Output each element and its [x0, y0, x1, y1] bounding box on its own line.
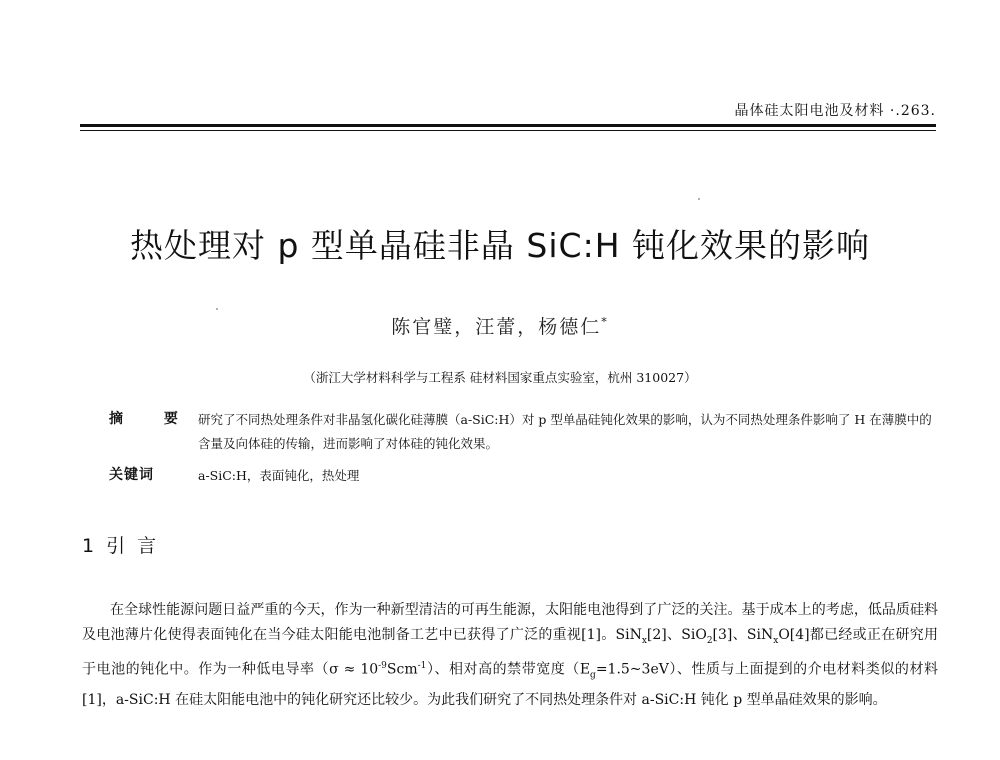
author-list — [0, 312, 1000, 339]
formula-sinxo: SiN — [746, 627, 774, 643]
intro-text: [2]、 — [646, 627, 682, 643]
scan-speck — [216, 308, 218, 310]
corresponding-author-mark: * — [601, 315, 609, 329]
formula-exponent: -1 — [417, 660, 427, 671]
intro-text: 在全球性能源问题日益严重的今天，作为一种新型清洁的可再生能源，太阳能电池得到了广泛的关注。基于成本上的考虑，低品质硅料及电池薄片化使得表面钝化在当今硅太阳能电池制备工艺中已获得了广泛的重视[1]。 — [82, 602, 938, 643]
scan-speck — [698, 198, 700, 200]
formula-exponent: -9 — [378, 660, 387, 671]
authors-text: 陈官璧，汪蕾，杨德仁 — [391, 316, 602, 338]
formula-sio2: SiO — [681, 627, 707, 643]
keywords-label: 关键词 — [109, 467, 154, 483]
formula-subscript: x — [641, 635, 647, 646]
introduction-paragraph — [82, 598, 938, 713]
section-heading-introduction: 1 引 言 — [82, 535, 160, 557]
keywords-text: a-SiC:H，表面钝化，热处理 — [198, 468, 360, 483]
intro-text: [3]、 — [712, 627, 747, 643]
abstract-text: 研究了不同热处理条件对非晶氢化碳化硅薄膜（a-SiC:H）对 p 型单晶硅钝化效果的影响，认为不同热处理条件影响了 H 在薄膜中的含量及向体硅的传输，进而影响了对体硅的钝化效果。 — [198, 412, 932, 451]
header-rule-thin — [80, 130, 936, 131]
abstract-label: 摘 要 — [109, 411, 196, 427]
intro-text: O[4]都已经或正在研究用于电池的钝化中。作为一种低电导率（σ ≈ 10 — [82, 627, 938, 678]
intro-text: ）、相对高的禁带宽度（E — [426, 661, 591, 678]
formula-unit: Scm — [386, 661, 418, 678]
affiliation: （浙江大学材料科学与工程系 硅材料国家重点实验室，杭州 310027） — [303, 370, 697, 385]
intro-text: =1.5~3eV）、性质与上面提到的介电材料类似的材料[1]，a-SiC:H 在硅太阳能电池中的钝化研究还比较少。为此我们研究了不同热处理条件对 a-SiC:H 钝化 p 型单晶硅效果的影响。 — [82, 661, 938, 709]
formula-sinx: SiN — [615, 627, 642, 643]
running-header: 晶体硅太阳电池及材料 ·.263. — [734, 103, 936, 119]
header-rule-thick — [80, 124, 936, 127]
formula-subscript: 2 — [706, 635, 713, 646]
formula-subscript: x — [773, 635, 779, 646]
paper-title: 热处理对 p 型单晶硅非晶 SiC:H 钝化效果的影响 — [130, 226, 870, 265]
formula-subscript: g — [590, 670, 596, 681]
